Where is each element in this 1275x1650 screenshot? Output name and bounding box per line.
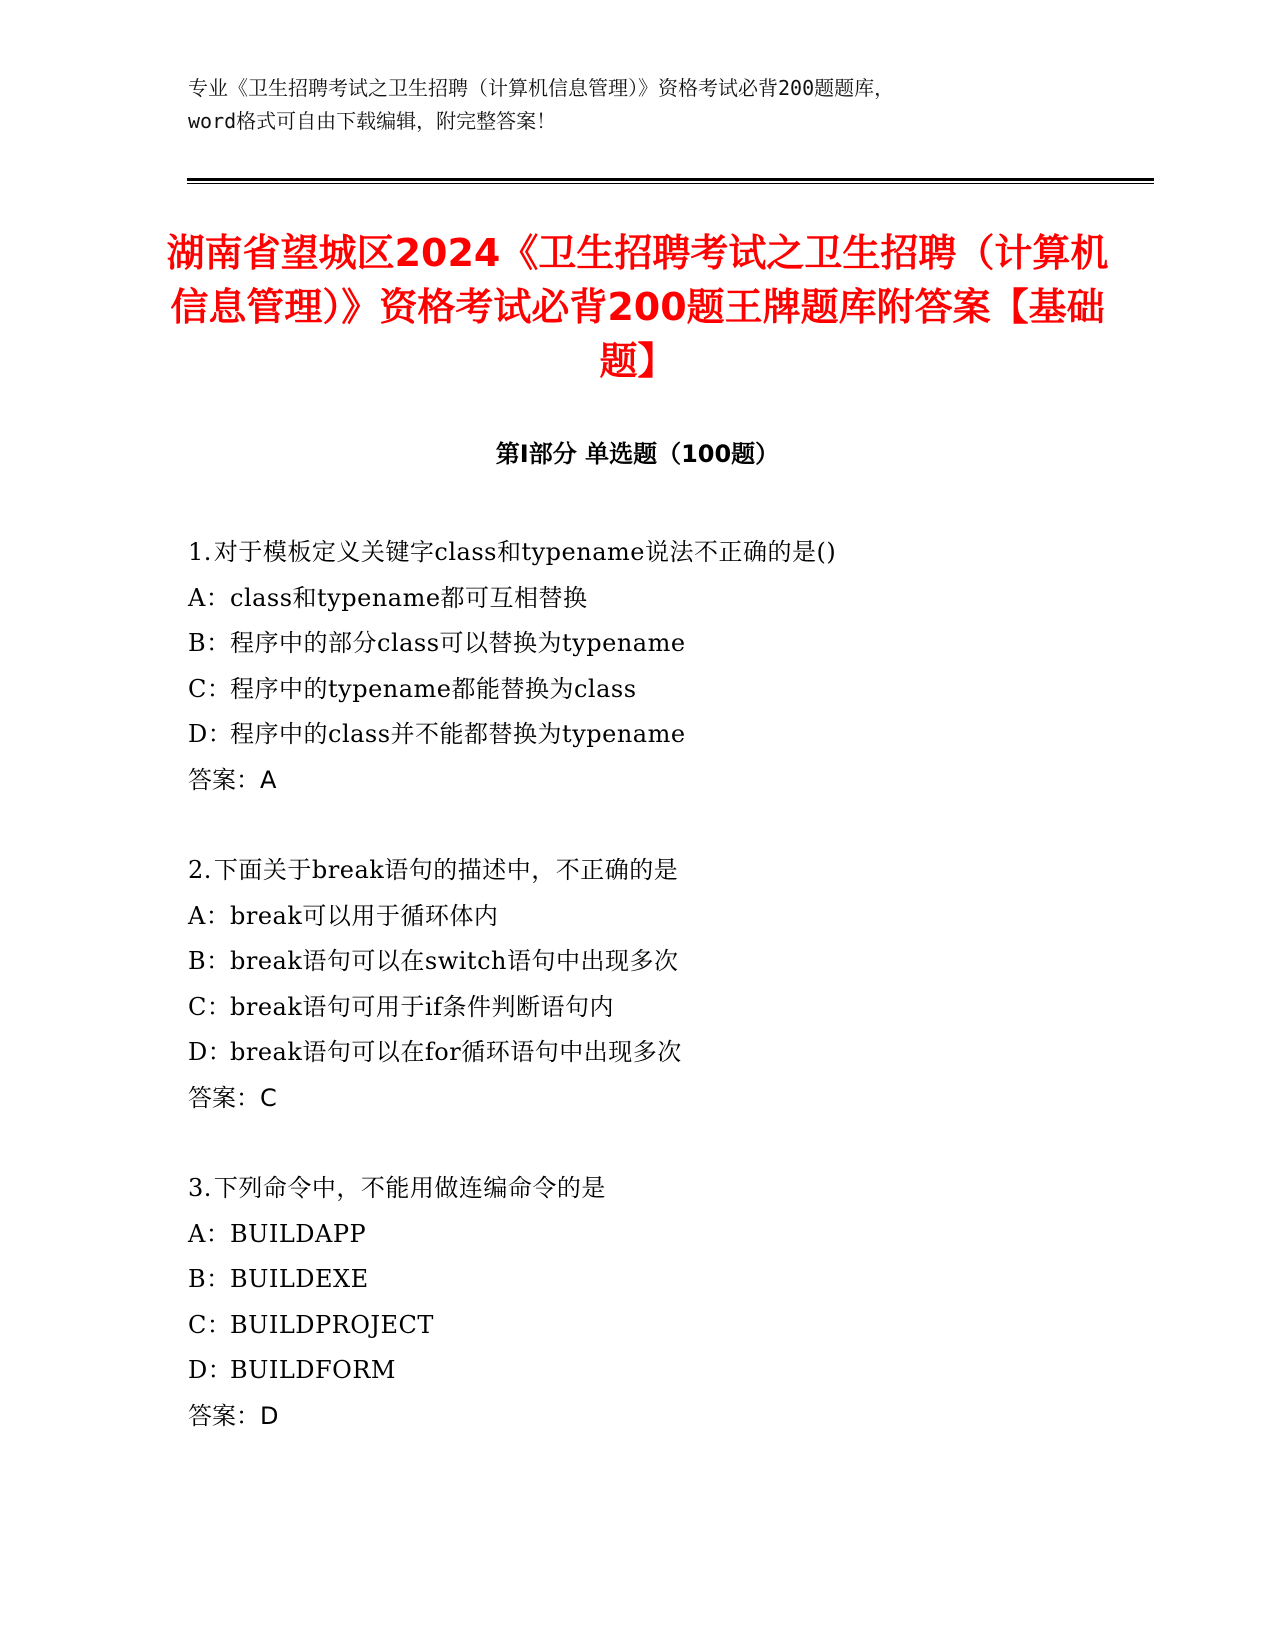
answer-line: 答案：A — [188, 765, 277, 794]
option-d — [188, 712, 1138, 758]
option-key: C： — [188, 674, 232, 703]
question-stem — [188, 1166, 1138, 1212]
option-a — [188, 576, 1138, 622]
option-b — [188, 939, 1138, 985]
question-number: 1. — [188, 538, 212, 566]
question-number: 3. — [188, 1174, 212, 1202]
option-key: D： — [188, 1038, 233, 1066]
option-text: BUILDPROJECT — [230, 1310, 434, 1339]
option-text: class和typename都可互相替换 — [230, 583, 588, 612]
option-text: 程序中的class并不能都替换为typename — [230, 720, 686, 748]
question-stem — [188, 848, 1138, 894]
option-key: B： — [188, 1265, 231, 1293]
document-title: 湖南省望城区2024《卫生招聘考试之卫生招聘（计算机信息管理）》资格考试必背200题王牌题库附答案【基础题】 — [166, 231, 1109, 383]
option-text: break语句可以在for循环语句中出现多次 — [230, 1038, 682, 1066]
section-heading: 第Ⅰ部分 单选题（100题） — [495, 440, 780, 468]
option-text: BUILDAPP — [230, 1219, 367, 1248]
question-text: 下面关于break语句的描述中，不正确的是 — [213, 856, 679, 884]
option-c — [188, 667, 1138, 713]
question-1 — [188, 530, 1138, 803]
question-number: 2. — [188, 856, 212, 884]
option-text: BUILDEXE — [230, 1265, 369, 1293]
question-3 — [188, 1166, 1138, 1439]
option-c — [188, 985, 1138, 1031]
option-a — [188, 1212, 1138, 1258]
question-list — [188, 530, 1138, 1484]
option-text: 程序中的部分class可以替换为typename — [230, 629, 686, 657]
header-divider-thin — [187, 183, 1154, 184]
option-key: B： — [188, 629, 231, 657]
header-note — [188, 72, 1088, 138]
option-a — [188, 894, 1138, 940]
option-d — [188, 1030, 1138, 1076]
option-text: break语句可用于if条件判断语句内 — [230, 992, 614, 1021]
option-key: A： — [188, 1219, 231, 1248]
option-key: C： — [188, 1310, 232, 1339]
option-text: BUILDFORM — [230, 1356, 396, 1384]
option-c — [188, 1303, 1138, 1349]
question-2 — [188, 848, 1138, 1121]
option-b — [188, 1257, 1138, 1303]
header-divider-thick — [187, 178, 1154, 181]
option-key: A： — [188, 583, 231, 612]
question-stem — [188, 530, 1138, 576]
header-line-1: 专业《卫生招聘考试之卫生招聘（计算机信息管理）》资格考试必背200题题库， — [188, 76, 895, 100]
option-key: D： — [188, 720, 233, 748]
option-key: D： — [188, 1356, 233, 1384]
answer-line: 答案：C — [188, 1083, 277, 1112]
option-b — [188, 621, 1138, 667]
question-text: 下列命令中，不能用做连编命令的是 — [213, 1174, 606, 1202]
header-line-2: word格式可自由下载编辑，附完整答案！ — [188, 109, 557, 133]
option-text: break可以用于循环体内 — [230, 901, 499, 930]
answer-line: 答案：D — [188, 1401, 279, 1430]
option-key: B： — [188, 947, 231, 975]
option-key: A： — [188, 901, 231, 930]
option-key: C： — [188, 992, 232, 1021]
option-d — [188, 1348, 1138, 1394]
option-text: break语句可以在switch语句中出现多次 — [230, 947, 679, 975]
question-text: 对于模板定义关键字class和typename说法不正确的是() — [213, 538, 837, 566]
option-text: 程序中的typename都能替换为class — [230, 674, 637, 703]
